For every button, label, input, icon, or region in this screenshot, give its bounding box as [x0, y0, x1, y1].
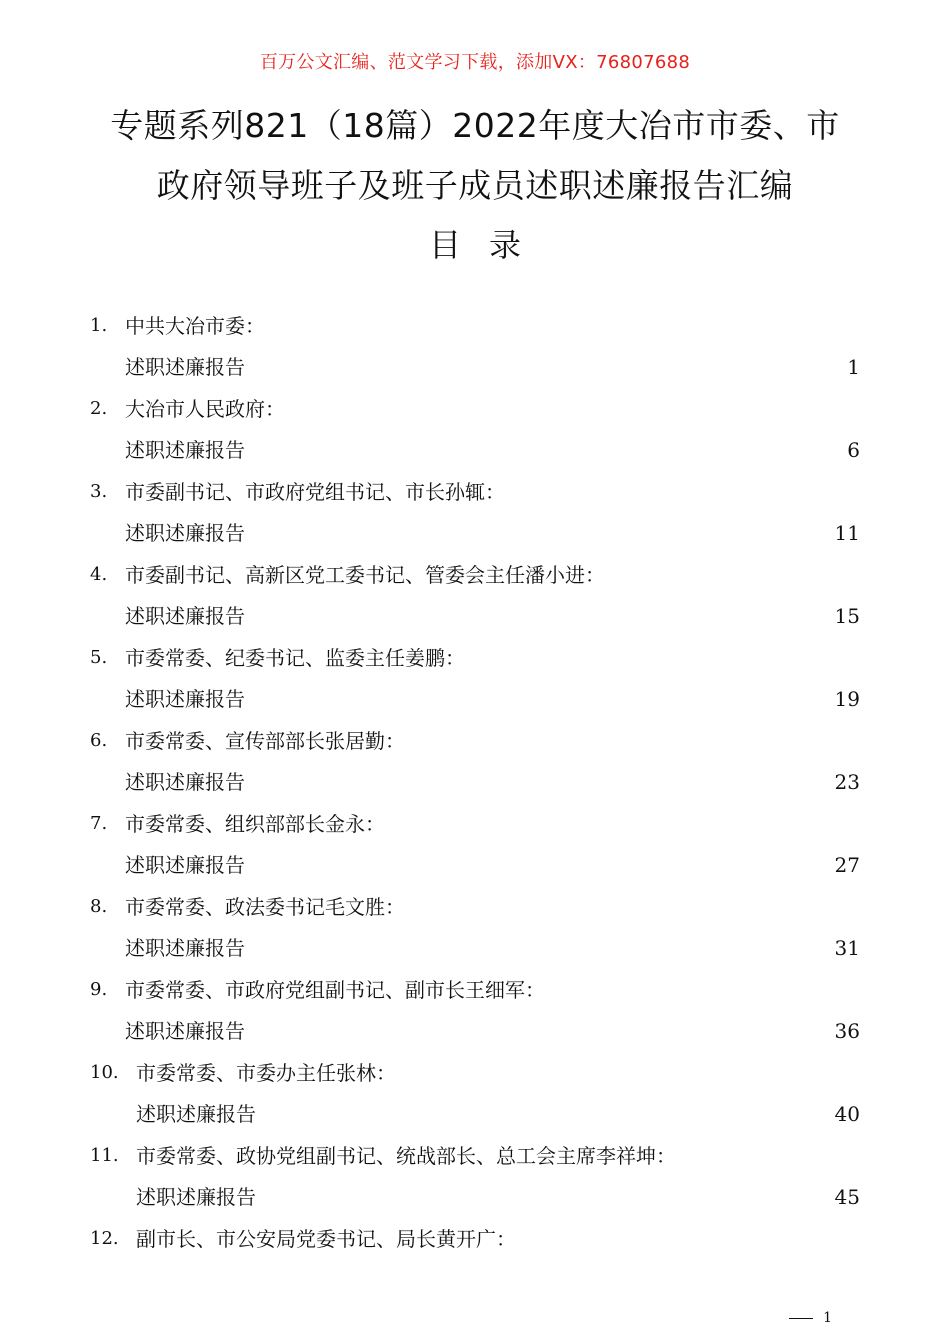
toc-entry-page: 1 — [847, 355, 860, 379]
toc-entry-subtitle: 述职述廉报告 — [136, 1185, 256, 1209]
toc-entry-subtitle: 述职述廉报告 — [125, 687, 245, 711]
toc-entry-number: 12. — [90, 1228, 119, 1249]
toc-entry[interactable] — [0, 472, 950, 555]
toc-entry-subtitle: 述职述廉报告 — [125, 438, 245, 462]
toc-entry-number: 4. — [90, 564, 108, 585]
toc-entry[interactable] — [0, 804, 950, 887]
header-banner: 百万公文汇编、范文学习下载，添加VX：76807688 — [259, 52, 691, 73]
toc-entry-title: 市委常委、组织部部长金永： — [125, 812, 385, 836]
toc-entry-page: 45 — [834, 1185, 860, 1209]
toc-entry-page: 27 — [834, 853, 860, 877]
toc-entry-number: 1. — [90, 315, 108, 336]
toc-entry-page: 40 — [834, 1102, 860, 1126]
toc-entry-page: 36 — [834, 1019, 860, 1043]
page-number: 1 — [823, 1310, 832, 1326]
toc-entry-number: 9. — [90, 979, 108, 1000]
toc-entry-page: 23 — [834, 770, 860, 794]
toc-entry[interactable] — [0, 1136, 950, 1219]
toc-entry-page: 31 — [834, 936, 860, 960]
toc-entry-number: 8. — [90, 896, 108, 917]
toc-entry-number: 2. — [90, 398, 108, 419]
toc-entry-number: 11. — [90, 1145, 119, 1166]
toc-entry-title: 副市长、市公安局党委书记、局长黄开广： — [136, 1227, 516, 1251]
page-footer — [789, 1310, 832, 1326]
toc-entry-number: 6. — [90, 730, 108, 751]
toc-entry-title: 市委常委、政协党组副书记、统战部长、总工会主席李祥坤： — [136, 1144, 676, 1168]
toc-entry[interactable] — [0, 970, 950, 1053]
toc-entry-title: 市委常委、市委办主任张林： — [136, 1061, 396, 1085]
toc-entry-subtitle: 述职述廉报告 — [125, 770, 245, 794]
toc-entry-page: 11 — [834, 521, 860, 545]
toc-entry-title: 中共大冶市委： — [125, 314, 265, 338]
toc-entry[interactable] — [0, 1053, 950, 1136]
table-of-contents — [0, 306, 950, 1302]
toc-entry[interactable] — [0, 638, 950, 721]
toc-entry[interactable] — [0, 306, 950, 389]
toc-entry-number: 10. — [90, 1062, 119, 1083]
toc-entry-page: 15 — [834, 604, 860, 628]
document-title-line-1: 专题系列821（18篇）2022年度大冶市市委、市 — [110, 106, 840, 145]
toc-entry-title: 市委常委、政法委书记毛文胜： — [125, 895, 405, 919]
toc-entry-subtitle: 述职述廉报告 — [125, 1019, 245, 1043]
toc-entry-title: 市委常委、宣传部部长张居勤： — [125, 729, 405, 753]
toc-entry[interactable] — [0, 721, 950, 804]
toc-entry-title: 大冶市人民政府： — [125, 397, 285, 421]
toc-entry-subtitle: 述职述廉报告 — [125, 521, 245, 545]
toc-entry-title: 市委常委、纪委书记、监委主任姜鹏： — [125, 646, 465, 670]
toc-entry-number: 5. — [90, 647, 108, 668]
toc-entry-subtitle: 述职述廉报告 — [125, 355, 245, 379]
toc-heading: 目录 — [428, 226, 549, 264]
toc-entry-title: 市委副书记、市政府党组书记、市长孙辄： — [125, 480, 505, 504]
toc-entry-title: 市委副书记、高新区党工委书记、管委会主任潘小进： — [125, 563, 605, 587]
toc-entry-number: 7. — [90, 813, 108, 834]
toc-entry-page: 6 — [847, 438, 860, 462]
document-title-line-2: 政府领导班子及班子成员述职述廉报告汇编 — [156, 166, 794, 205]
toc-entry-subtitle: 述职述廉报告 — [136, 1102, 256, 1126]
toc-entry-subtitle: 述职述廉报告 — [125, 853, 245, 877]
toc-entry[interactable] — [0, 1219, 950, 1302]
toc-entry-title: 市委常委、市政府党组副书记、副市长王细军： — [125, 978, 545, 1002]
toc-entry-subtitle: 述职述廉报告 — [125, 604, 245, 628]
footer-dash — [789, 1318, 813, 1319]
toc-entry-page: 19 — [834, 687, 860, 711]
toc-entry[interactable] — [0, 887, 950, 970]
toc-entry[interactable] — [0, 555, 950, 638]
toc-entry-number: 3. — [90, 481, 108, 502]
toc-entry[interactable] — [0, 389, 950, 472]
toc-entry-subtitle: 述职述廉报告 — [125, 936, 245, 960]
